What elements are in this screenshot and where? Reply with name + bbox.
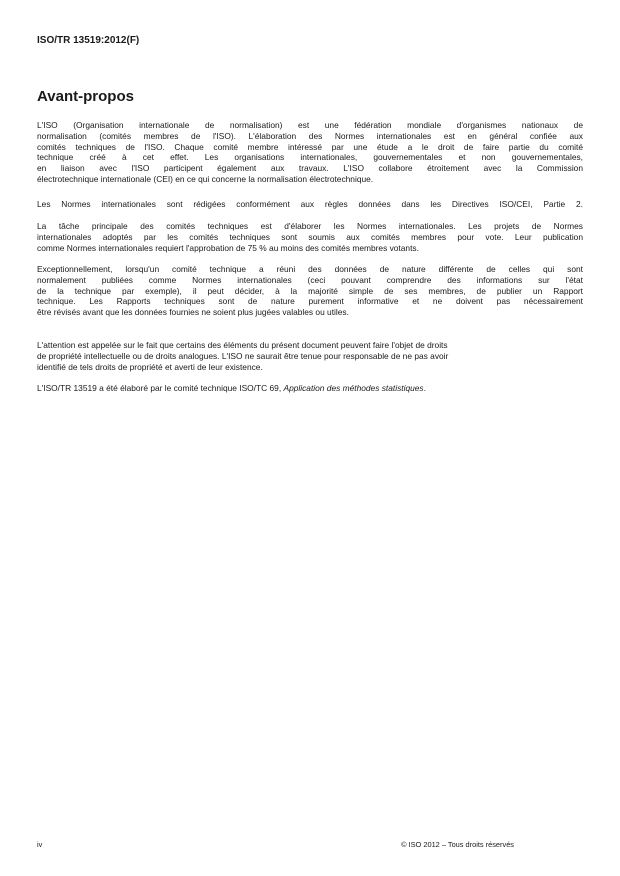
- period: .: [423, 383, 426, 393]
- text-line: de la technique par exemple), il peut décider, à la majorité simple de ses membres, de publier un Rapport: [37, 285, 583, 296]
- text-line: L'ISO (Organisation internationale de normalisation) est une fédération mondiale d'organismes nationaux de: [37, 120, 583, 130]
- committee-title: Application des méthodes statistiques: [283, 383, 424, 393]
- text-line: L'attention est appelée sur le fait que certains des éléments du présent document peuvent faire l'objet de droits: [37, 340, 448, 350]
- paragraph-directives: [37, 199, 583, 210]
- text-line: technique. Les Rapports techniques sont de nature purement informative et ne doivent pas nécessairement: [37, 296, 583, 307]
- committee-text: L'ISO/TR 13519 a été élaboré par le comité technique ISO/TC 69,: [37, 383, 284, 393]
- text-line: Les Normes internationales sont rédigées conformément aux règles données dans les Directives ISO/CEI, Partie 2.: [37, 199, 583, 209]
- page-number: iv: [37, 840, 43, 849]
- text-line: être révisés avant que les données fournies ne soient plus jugées valables ou utiles.: [37, 307, 349, 317]
- section-title: Avant-propos: [37, 88, 134, 105]
- text-line: normalisation (comités membres de l'ISO). L'élaboration des Normes internationales est en général confiée aux: [37, 130, 583, 141]
- text-line: identifié de tels droits de propriété et averti de leur existence.: [37, 361, 263, 372]
- text-line: technique créé à cet effet. Les organisations internationales, gouvernementales et non gouvernementales,: [37, 152, 583, 163]
- paragraph-patent-rights: [37, 340, 583, 372]
- paragraph-iso-intro: [37, 120, 583, 185]
- text-line: internationales adoptés par les comités techniques sont soumis aux comités membres pour vote. Leur publication: [37, 231, 583, 242]
- copyright-notice: © ISO 2012 – Tous droits réservés: [401, 840, 514, 849]
- text-line: Exceptionnellement, lorsqu'un comité technique a réuni des données de nature différente de celles qui sont: [37, 264, 583, 274]
- text-line: de propriété intellectuelle ou de droits analogues. L'ISO ne saurait être tenue pour responsable de ne pas avoir: [37, 350, 449, 361]
- paragraph-committee: [37, 383, 583, 394]
- paragraph-technical-reports: [37, 264, 583, 318]
- paragraph-main-task: [37, 221, 583, 253]
- text-line: [37, 383, 583, 394]
- text-line: comités techniques de l'ISO. Chaque comité membre intéressé par une étude a le droit de faire partie du comité: [37, 141, 583, 152]
- text-line: en liaison avec l'ISO participent également aux travaux. L'ISO collabore étroitement avec la Commission: [37, 163, 583, 173]
- text-line: La tâche principale des comités techniques est d'élaborer les Normes internationales. Les projets de Normes: [37, 221, 583, 231]
- text-line: électrotechnique internationale (CEI) en ce qui concerne la normalisation électrotechnique.: [37, 173, 374, 184]
- text-line: comme Normes internationales requiert l'approbation de 75 % au moins des comités membres votants.: [37, 242, 419, 253]
- document-id-header: ISO/TR 13519:2012(F): [37, 35, 140, 46]
- text-line: normalement publiées comme Normes internationales (ceci pouvant comprendre des informations sur l'état: [37, 274, 583, 285]
